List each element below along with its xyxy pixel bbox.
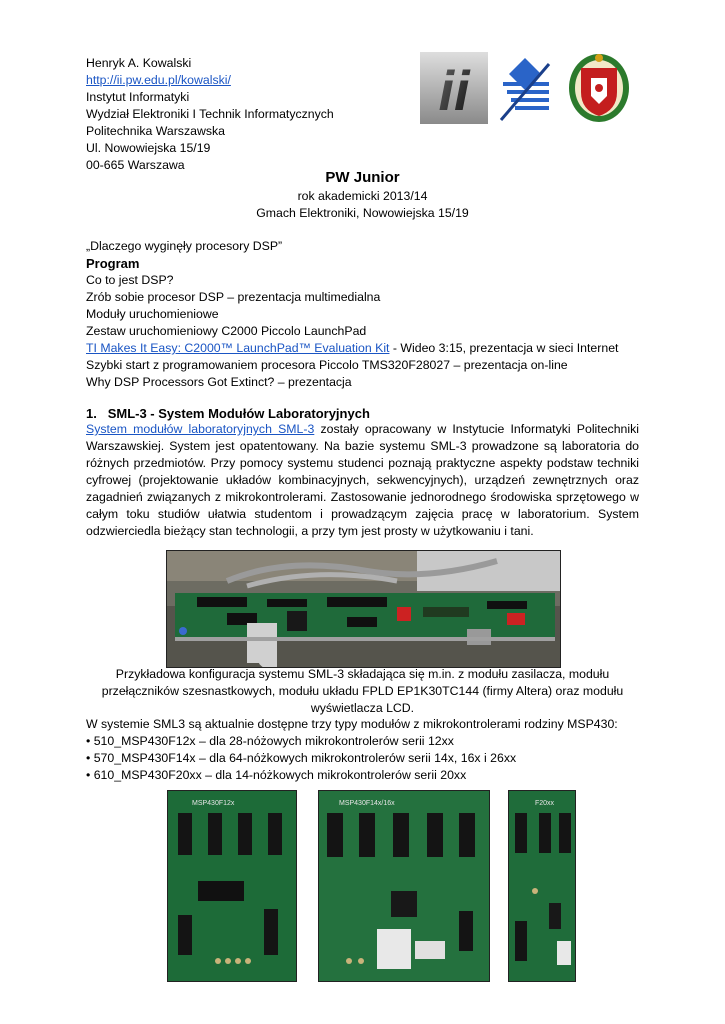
program-item-video [86,340,618,357]
program-item: Why DSP Processors Got Extinct? – prezentacja [86,375,352,389]
caption-line: przełączników szesnastkowych, modułu układu FPLD EP1K30TC144 (firmy Altera) oraz modułu [101,684,624,698]
program-block [86,238,618,391]
board-label: MSP430F12x [192,800,235,807]
building-address: Gmach Elektroniki, Nowowiejska 15/19 [256,206,469,220]
paragraph-line: odzwierciedla bieżący stan technologii, a przy tym jest prosty w użytkowaniu i tani. [86,524,534,538]
talk-title: „Dlaczego wyginęły procesory DSP” [86,239,283,253]
caption-line: wyświetlacza LCD. [310,701,415,715]
video-description: - Wideo 3:15, prezentacja w sieci Internet [389,341,619,355]
msp430-intro: W systemie SML3 są aktualnie dostępne trzy typy modułów z mikrokontrolerami rodziny MSP430: [86,717,618,731]
board-label: F20xx [535,800,555,807]
program-item: Zestaw uruchomieniowy C2000 Piccolo LaunchPad [86,324,367,338]
paragraph-line: różnych przedmiotów. Przy pomocy systemu studenci poznają praktyczne aspekty podstaw techniki [86,456,639,470]
paragraph-line: cyfrowej (projektowanie układów kombinacyjnych, sekwencyjnych), urządzeń zewnętrznych oraz [86,473,639,487]
sml3-link[interactable]: System modułów laboratoryjnych SML-3 [86,422,315,436]
caption-line: Przykładowa konfiguracja systemu SML-3 składająca się m.in. z modułu zasilacza, modułu [115,667,610,681]
program-item: Zrób sobie procesor DSP – prezentacja multimedialna [86,290,381,304]
board-photo-570 [318,790,490,982]
program-item: Moduły uruchomieniowe [86,307,219,321]
university-crest [567,52,631,124]
academic-year: rok akademicki 2013/14 [297,189,428,203]
author-street: Ul. Nowowiejska 15/19 [86,141,211,155]
section-number: 1. [86,406,97,421]
author-university: Politechnika Warszawska [86,124,225,138]
paragraph-line: całym toku studiów ułatwia studentom i prowadzącym zajęcia pracę w laboratorium. System [86,507,639,521]
msp430-list [86,716,618,784]
program-heading: Program [86,256,140,271]
board-photo-510 [167,790,297,982]
program-item: Szybki start z programowaniem procesora Piccolo TMS320F28027 – prezentacja on-line [86,358,568,372]
paragraph-line: System modułów laboratoryjnych SML-3 zostały opracowany w Instytucie Informatyki Politechniki [86,422,639,436]
author-block [86,55,334,174]
board-label: MSP430F14x/16x [339,800,395,807]
msp430-bullet: • 510_MSP430F12x – dla 28-nóżowych mikrokontrolerów serii 12xx [86,734,454,748]
sml3-system-photo [166,550,561,668]
ii-logo-text: ii [438,59,470,122]
section-paragraph [86,421,639,540]
paragraph-line: zagadnień związanych z mikrokontrolerami. Zastosowanie jednorodnego środowiska sprzętowego w [86,490,639,504]
author-url-link[interactable]: http://ii.pw.edu.pl/kowalski/ [86,73,231,87]
ii-logo [420,52,488,124]
program-item: Co to jest DSP? [86,273,174,287]
author-city: 00-665 Warszawa [86,158,185,172]
faculty-logo [497,54,553,124]
msp430-bullet: • 570_MSP430F14x – dla 64-nóżkowych mikrokontrolerów serii 14x, 16x i 26xx [86,751,517,765]
section-title: SML-3 - System Modułów Laboratoryjnych [107,406,370,421]
msp430-bullet: • 610_MSP430F20xx – dla 14-nóżkowych mikrokontrolerów serii 20xx [86,768,467,782]
photo-caption [86,666,639,717]
paragraph-line: Warszawskiej. System jest opatentowany. Na bazie systemu SML-3 prowadzone są laboratoria do [86,439,639,453]
page-title: PW Junior [325,169,400,186]
author-faculty: Wydział Elektroniki I Technik Informatycznych [86,107,334,121]
board-photo-610 [508,790,576,982]
author-institute: Instytut Informatyki [86,90,190,104]
author-name: Henryk A. Kowalski [86,56,192,70]
section-heading [86,405,370,422]
video-link[interactable]: TI Makes It Easy: C2000™ LaunchPad™ Evaluation Kit [86,341,390,355]
